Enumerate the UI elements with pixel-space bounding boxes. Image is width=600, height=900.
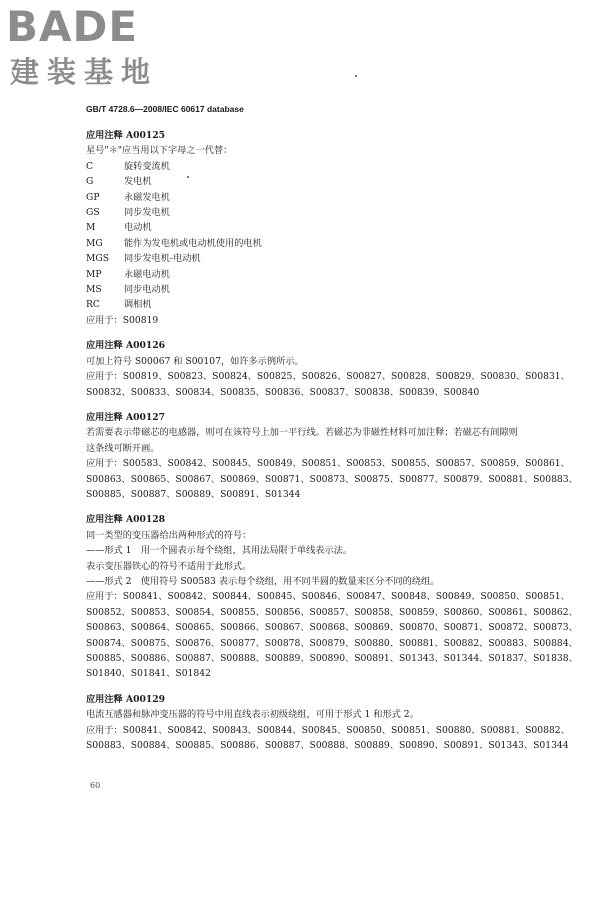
note-text: ——形式 2 使用符号 S00583 表示每个绕组，用不同半圆的数量来区分不同的绕组。 <box>86 575 440 587</box>
item-desc: 同步电动机 <box>124 284 170 296</box>
logo-brand: BADE <box>6 2 139 51</box>
note-a00129 <box>86 692 570 754</box>
logo <box>6 4 174 96</box>
list-item <box>86 220 526 235</box>
applies-to: S00852、S00853、S00854、S00855、S00856、S00857、S00858、S00859、S00860、S00861、S00862、 <box>86 606 578 618</box>
applies-to: S00885、S00887、S00889、S00891、S01344 <box>86 488 301 500</box>
note-a00128 <box>86 512 578 681</box>
applies-to: 应用于：S00841、S00842、S00844、S00845、S00846、S00847、S00848、S00849、S00850、S00851、 <box>86 591 570 603</box>
note-title: 应用注释 A00129 <box>86 693 166 705</box>
list-item <box>86 159 526 174</box>
list-item <box>86 282 526 297</box>
page-number: 60 <box>90 781 101 790</box>
item-code: RC <box>86 299 100 311</box>
item-code: MP <box>86 268 102 280</box>
page-content <box>86 128 578 753</box>
note-title: 应用注释 A00128 <box>86 514 166 526</box>
note-text: 同一类型的变压器给出两种形式的符号： <box>86 529 252 541</box>
applies-to: S00885、S00886、S00887、S00888、S00889、S00890、S00891、S01343、S01344、S01837、S01838、 <box>86 653 578 664</box>
list-item <box>86 174 526 189</box>
item-code: GS <box>86 207 100 219</box>
note-intro: 星号"＊"应当用以下字母之一代替： <box>86 145 233 157</box>
applies-to: S00883、S00884、S00885、S00886、S00887、S00888、S00889、S00890、S00891、S01343、S01344 <box>86 740 569 752</box>
note-text: 若需要表示带磁芯的电感器，则可在该符号上加一平行线。若磁芯为非磁性材料可加注释；若磁芯有间隙则这条线可断开画。 <box>86 427 518 454</box>
list-item <box>86 236 526 251</box>
list-item <box>86 297 526 312</box>
item-code: MS <box>86 284 102 296</box>
item-code: MGS <box>86 253 110 265</box>
standard-header: GB/T 4728.6—2008/IEC 60617 database <box>86 104 244 114</box>
applies-to: 应用于：S00819、S00823、S00824、S00825、S00826、S00827、S00828、S00829、S00830、S00831、 <box>86 371 570 383</box>
list-item <box>86 251 526 266</box>
item-desc: 同步发电机-电动机 <box>124 253 201 265</box>
item-desc: 调相机 <box>124 299 152 311</box>
item-desc: 发电机 <box>124 176 152 188</box>
list-item <box>86 267 526 282</box>
note-a00127 <box>86 410 578 502</box>
applies-to: S01840、S01841、S01842 <box>86 668 211 680</box>
list-item <box>86 205 526 220</box>
note-title: 应用注释 A00127 <box>86 411 166 423</box>
item-desc: 电动机 <box>124 222 152 234</box>
item-desc: 同步发电机 <box>124 207 170 219</box>
item-code: MG <box>86 237 103 249</box>
item-code: M <box>86 222 96 234</box>
note-text: 电流互感器和脉冲变压器的符号中用直线表示初级绕组，可用于形式 1 和形式 2。 <box>86 709 419 721</box>
scan-speck <box>355 75 357 77</box>
note-text: ——形式 1 用一个圆表示每个绕组，其用法局限于单线表示法。 <box>86 545 353 557</box>
applies-to: S00863、S00865、S00867、S00869、S00871、S00873、S00875、S00877、S00879、S00881、S00883、 <box>86 473 578 485</box>
note-a00125 <box>86 128 526 328</box>
item-code: C <box>86 160 94 172</box>
item-desc: 永磁电动机 <box>124 268 170 280</box>
note-text: 表示变压器铁心的符号不适用于此形式。 <box>86 560 252 572</box>
note-title: 应用注释 A00125 <box>86 130 166 141</box>
list-item <box>86 190 526 205</box>
applies-to: S00874、S00875、S00876、S00877、S00878、S00879、S00880、S00881、S00882、S00883、S00884、 <box>86 637 578 649</box>
item-desc: 旋转变流机 <box>124 160 170 172</box>
applies-to: 应用于：S00583、S00842、S00845、S00849、S00851、S00853、S00855、S00857、S00859、S00861、 <box>86 458 570 470</box>
logo-subtitle: 建装基地 <box>10 55 159 89</box>
applies-to: 应用于：S00841、S00842、S00843、S00844、S00845、S00850、S00851、S00880、S00881、S00882、 <box>86 724 570 736</box>
item-code: G <box>86 176 94 188</box>
applies-to: 应用于：S00819 <box>86 314 159 326</box>
item-code: GP <box>86 191 100 203</box>
note-a00126 <box>86 338 570 400</box>
applies-to: S00863、S00864、S00865、S00866、S00867、S00868、S00869、S00870、S00871、S00872、S00873、 <box>86 622 578 634</box>
applies-to: S00832、S00833、S00834、S00835、S00836、S00837、S00838、S00839、S00840 <box>86 386 480 398</box>
note-title: 应用注释 A00126 <box>86 340 166 352</box>
note-text: 可加上符号 S00067 和 S00107，如许多示例所示。 <box>86 355 304 367</box>
item-desc: 永磁发电机 <box>124 191 170 203</box>
item-desc: 能作为发电机或电动机使用的电机 <box>124 237 262 249</box>
